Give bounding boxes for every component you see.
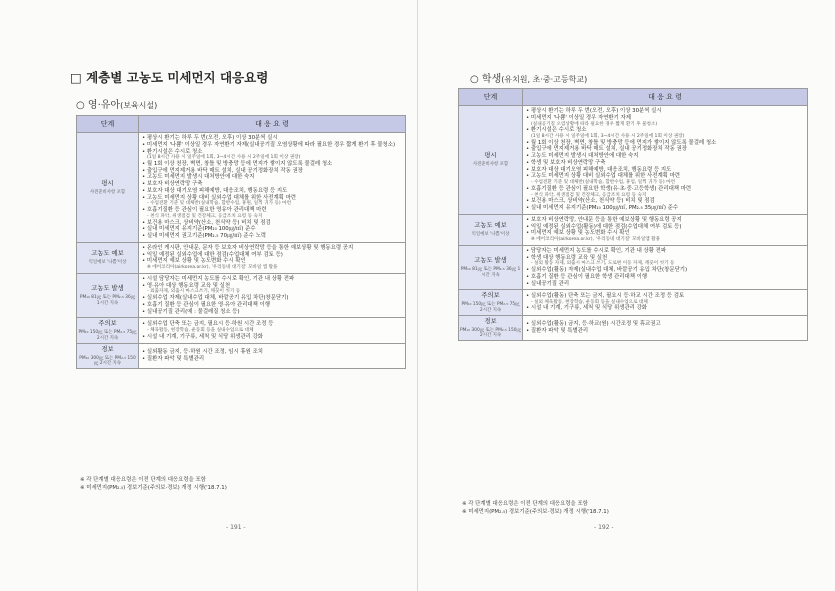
- stage-label: 고농도 발생: [91, 285, 124, 293]
- stage-cell: [459, 290, 523, 315]
- subsection-title-paren: (보육시설): [120, 101, 158, 110]
- action-item: • 호흡기 질환 등 관심이 필요한 영·유아 관리대책 이행: [142, 302, 402, 309]
- stage-condition: PM₁₀ 150㎍ 또는 PM₂.₅ 75㎍ 2시간 지속: [78, 330, 137, 341]
- action-item: • 실외수업 자제(실내수업 대체, 바깥공기 유입 차단(창문닫기): [142, 295, 402, 302]
- action-item: • 실내 미세먼지 권고기준(PM₂.₅ 70㎍/㎥) 준수 노력: [142, 233, 402, 240]
- action-item: • 고농도 미세먼지 상황 대비 실외수업 대체를 위한 사전계획 마련: [142, 195, 402, 202]
- action-item: • 보호자 비상연락망, 안내문 등을 통한 예보상황 및 행동요령 공지: [526, 217, 804, 224]
- stage-condition: 익일예보 '나쁨'이상: [88, 260, 127, 266]
- action-list: [142, 276, 402, 315]
- actions-cell: [139, 318, 406, 343]
- actions-cell: [139, 133, 406, 243]
- action-item: • 질환자 파악 및 특별관리: [142, 356, 402, 363]
- action-note: - 외출자제, 외출시 마스크쓰기, 깨끗이 씻기 등: [147, 289, 241, 295]
- footnote: ※ 미세먼지(PM₂.₅) 경보기준(주의보·경보) 개정 시행('18.7.1): [80, 484, 227, 492]
- action-list: [526, 248, 804, 287]
- action-item: • 온라인 게시판, 안내문, 문자 등 보호자 비상연락망 등을 통한 예보상황 및 행동요령 공지: [142, 245, 402, 252]
- stage-label: 평시: [484, 152, 497, 160]
- action-item: • 고농도 미세먼지 상황 대비 실외수업 대체를 위한 사전계획 마련: [526, 173, 804, 180]
- action-note: (실내공기질 오염상황에 따라 필요한 경우 짧게 환기 후 물청소): [531, 121, 658, 127]
- footnotes: [462, 500, 609, 516]
- action-item: • 실외수업(활동) 자제(실내수업 대체, 바깥공기 유입 차단(창문닫기): [526, 267, 804, 274]
- table-header-row: [77, 116, 406, 133]
- page-number: - 192 -: [594, 524, 614, 531]
- table-row-normal: [77, 133, 406, 243]
- stage-condition: PM₁₀ 81㎍ 또는 PM₂.₅ 36㎍ 1시간 지속: [79, 295, 136, 306]
- section-title: □ 계층별 고농도 미세먼지 대응요령: [70, 70, 269, 85]
- action-note: - 천식 파악, 위생점검 및 건강체크, 응급조치 요령 등 숙지: [531, 192, 647, 198]
- action-item: • 실외수업 단축 또는 금지, 필요시 등·하원 시간 조정 등: [142, 321, 402, 328]
- stage-cell: [459, 315, 523, 340]
- action-note: - 수업전환 기준 및 대체반(실내학습, 합반수업, 휴업, 일찍 귀가 등) 마련: [531, 180, 676, 186]
- subsection-title-text: ○ 학생: [470, 74, 502, 85]
- action-item: • 미세먼지 예보 상황 및 농도변화 수시 확인: [526, 230, 804, 237]
- action-item: • 실내공기질 관리: [526, 281, 804, 288]
- action-item: • 환기시설은 수시로 청소: [526, 127, 804, 134]
- subsection-title: [76, 96, 157, 111]
- action-item: • 출입구에 먼지제거용 바닥 매트 설치, 실내 공기정화장치 작동 권장: [526, 146, 804, 153]
- action-item: • 미세먼지 '나쁨' 이상일 경우 자연환기 자제(실내공기질 오염상황에 따라 필요한 경우 짧게 환기 후 물청소): [142, 142, 402, 149]
- stage-cell: [459, 106, 523, 215]
- action-item: • 실외수업(활동) 금지, 등·하교(원) 시간조정 및 휴교권고: [526, 321, 804, 328]
- action-item: • 출입구에 먼지제거용 바닥 매트 설치, 실내 공기정화장치 작동 권장: [142, 168, 402, 175]
- stage-label: 경보: [484, 317, 497, 325]
- action-list: [142, 245, 402, 271]
- action-item: • 평상시 환기는 하루 두 번(오전, 오후) 이상 30분씩 실시: [142, 135, 402, 142]
- stage-label: 경보: [101, 345, 114, 353]
- stage-condition: 사전준비사항 포함: [472, 162, 509, 168]
- action-item: • 학생 및 보호자 비상연락망 구축: [526, 160, 804, 167]
- action-item: • 월 1회 이상 천장, 벽면, 창틀 및 방충망 등에 먼지가 쌓이지 않도록 물걸레 청소: [142, 161, 402, 168]
- action-item: • 시설 내 기계, 기구류, 세척 및 식당 위생관리 강화: [526, 305, 804, 312]
- table-row-warning: [459, 315, 808, 340]
- action-item: • 시설 담당자는 미세먼지 농도를 수시로 확인, 기관 내 상황 전파: [142, 276, 402, 283]
- action-item: • 호흡기질환 등 관심이 필요한 영유아 관리대책 마련: [142, 207, 402, 214]
- table-row-forecast: [77, 242, 406, 273]
- response-table: [76, 115, 406, 369]
- action-list: [142, 135, 402, 240]
- action-item: • 시설 내 기계, 기구류, 세척 및 식당 위생관리 강화: [142, 334, 402, 341]
- action-item: • 환기시설은 수시로 청소: [142, 149, 402, 156]
- action-item: • 미세먼지 '나쁨' 이상일 경우 자연환기 자제: [526, 115, 804, 122]
- subsection-title: [470, 70, 587, 85]
- subsection-title-text: ○ 영·유아: [76, 100, 121, 111]
- stage-cell: [77, 133, 139, 243]
- stage-condition: 사전준비사항 포함: [89, 189, 126, 195]
- actions-cell: [523, 315, 808, 340]
- stage-cell: [459, 214, 523, 245]
- action-item: • 보호자 대상 대기오염 피해예방, 대응조치, 행동요령 등 지도: [526, 167, 804, 174]
- action-item: • 실내공기질 관리(예 : 물걸레질 청소 등): [142, 309, 402, 316]
- stage-label: 평시: [101, 179, 114, 187]
- action-item: • 미세먼지 예보 상황 및 농도변화 수시 확인: [142, 258, 402, 265]
- action-note: ※ 에어코리아(airkorea.or.kr), '우리동네 대기질' 모바일앱 활용: [531, 237, 661, 243]
- action-list: [142, 349, 402, 363]
- action-note: - 수업전환 기준 및 대체반(실내학습, 합반수업, 휴원, 일찍 귀가 등) 마련: [147, 201, 292, 207]
- stage-label: 고농도 예보: [474, 222, 507, 230]
- table-row-advisory: [77, 318, 406, 343]
- action-note: (1일 8시간 사용 시 일주일에 1회, 3∼4시간 사용 시 2주일에 1회 이상 권장): [147, 155, 301, 161]
- action-item: • 평상시 환기는 하루 두 번(오전, 오후) 이상 30분씩 실시: [526, 108, 804, 115]
- actions-cell: [523, 214, 808, 245]
- action-item: • 익일 예정된 실외수업(활동)에 대한 점검(수업대체 여부 검토 등): [526, 224, 804, 231]
- action-item: • 영·유아 대상 행동요령 교육 및 실천: [142, 283, 402, 290]
- stage-condition: PM₁₀ 300㎍ 또는 PM₂.₅ 150㎍ 2시간 지속: [460, 327, 521, 338]
- action-note: - 체육활동, 현장학습, 운동회 등을 실내수업으로 대체: [147, 327, 254, 333]
- header-stage: 단계: [77, 116, 139, 133]
- stage-label: 고농도 발생: [474, 257, 507, 265]
- table-header-row: [459, 89, 808, 106]
- action-list: [526, 108, 804, 212]
- footnote: ※ 미세먼지(PM₂.₅) 경보기준(주의보·경보) 개정 시행('18.7.1): [462, 508, 609, 516]
- action-note: (1일 8시간 사용 시 일주일에 1회, 3∼4시간 사용 시 2주일에 1회 이상 권장): [531, 133, 685, 139]
- stage-cell: [77, 242, 139, 273]
- header-stage: 단계: [459, 89, 523, 106]
- table-row-occurrence: [459, 245, 808, 289]
- actions-cell: [523, 290, 808, 315]
- action-list: [526, 293, 804, 312]
- stage-label: 주의보: [481, 292, 500, 300]
- action-item: • 질환자 파악 및 특별관리: [526, 328, 804, 335]
- action-note: - 실외 체육활동, 현장학습, 운동회 등을 실내수업으로 대체: [531, 299, 648, 305]
- table-row-advisory: [459, 290, 808, 315]
- action-item: • 보건용 마스크, 상비약(산소, 천식약 등) 비치 및 점검: [142, 220, 402, 227]
- actions-cell: [139, 273, 406, 317]
- action-item: • 실내 미세먼지 유지기준(PM₁₀ 100㎍/㎥) 준수: [142, 226, 402, 233]
- table-row-normal: [459, 106, 808, 215]
- footnote: ※ 각 단계별 대응요령은 이전 단계의 대응요령을 포함: [462, 500, 609, 508]
- action-list: [526, 321, 804, 335]
- action-item: • 보호자 대상 대기오염 피해예방, 대응조치, 행동요령 등 지도: [142, 188, 402, 195]
- stage-condition: 익일예보 '나쁨'이상: [471, 232, 510, 238]
- stage-label: 고농도 예보: [91, 250, 124, 258]
- action-item: • 보호자 비상연락망 구축: [142, 181, 402, 188]
- action-item: • 익일 예정된 실외수업에 대한 점검(수업대체 여부 검토 등): [142, 252, 402, 259]
- action-item: • 실외활동 금지, 등·하원 시간 조정, 임시 휴원 조치: [142, 349, 402, 356]
- header-actions: 대 응 요 령: [139, 116, 406, 133]
- action-item: • 실내 미세먼지 유지기준(PM₁₀ 100㎍/㎥, PM₂.₅ 35㎍/㎥) 준수: [526, 205, 804, 212]
- stage-cell: [459, 245, 523, 289]
- actions-cell: [523, 106, 808, 215]
- action-item: • 호흡기 질환 등 관심이 필요한 학생 관리대책 이행: [526, 274, 804, 281]
- table-row-forecast: [459, 214, 808, 245]
- action-item: • 호흡기질환 등 관심이 필요한 학생(유·초·중·고등학생) 관리대책 마련: [526, 186, 804, 193]
- action-item: • 월 1회 이상 천장, 벽면, 창틀 및 방충망 등에 먼지가 쌓이지 않도록 물걸레 청소: [526, 140, 804, 147]
- stage-cell: [77, 343, 139, 368]
- stage-label: 주의보: [98, 320, 117, 328]
- actions-cell: [139, 242, 406, 273]
- stage-condition: PM₁₀ 81㎍ 또는 PM₂.₅ 36㎍ 1시간 지속: [460, 267, 521, 278]
- action-note: - 실외 활동 자제, 외출시 마스크 쓰기, 도로변 이동 자제, 깨끗이 씻기 등: [531, 261, 675, 267]
- action-note: - 천식 파악, 위생점검 및 건강체크, 응급조치 요령 등 숙지: [147, 213, 263, 219]
- page-right: [418, 0, 835, 591]
- action-list: [142, 321, 402, 340]
- table-row-occurrence: [77, 273, 406, 317]
- footnotes: [80, 476, 227, 492]
- footnote: ※ 각 단계별 대응요령은 이전 단계의 대응요령을 포함: [80, 476, 227, 484]
- action-item: • 담당자는 미세먼지 농도를 수시로 확인, 기관 내 상황 전파: [526, 248, 804, 255]
- action-item: • 학생 대상 행동요령 교육 및 실천: [526, 255, 804, 262]
- stage-condition: PM₁₀ 300㎍ 또는 PM₂.₅ 150㎍ 2시간 지속: [79, 355, 136, 366]
- action-list: [526, 217, 804, 243]
- subsection-title-paren: (유치원, 초·중·고등학교): [501, 75, 588, 84]
- action-item: • 실외수업(활동) 단축 또는 금지, 필요시 등·하교 시간 조정 등 검토: [526, 293, 804, 300]
- actions-cell: [523, 245, 808, 289]
- table-row-warning: [77, 343, 406, 368]
- header-actions: 대 응 요 령: [523, 89, 808, 106]
- page-number: - 191 -: [226, 524, 246, 531]
- response-table: [458, 88, 808, 341]
- stage-cell: [77, 273, 139, 317]
- stage-cell: [77, 318, 139, 343]
- action-note: ※ 에어코리아(airkorea.or.kr), '우리동네 대기질' 모바일 앱 활용: [147, 265, 278, 271]
- action-item: • 보건용 마스크, 상비약(산소, 천식약 등) 비치 및 점검: [526, 198, 804, 205]
- stage-condition: PM₁₀ 150㎍ 또는 PM₂.₅ 75㎍ 2시간 지속: [461, 302, 520, 313]
- actions-cell: [139, 343, 406, 368]
- action-item: • 고농도 미세먼지 발생시 대처방안에 대한 숙지: [526, 153, 804, 160]
- action-item: • 고농도 미세먼지 발생시 대처방안에 대한 숙지: [142, 174, 402, 181]
